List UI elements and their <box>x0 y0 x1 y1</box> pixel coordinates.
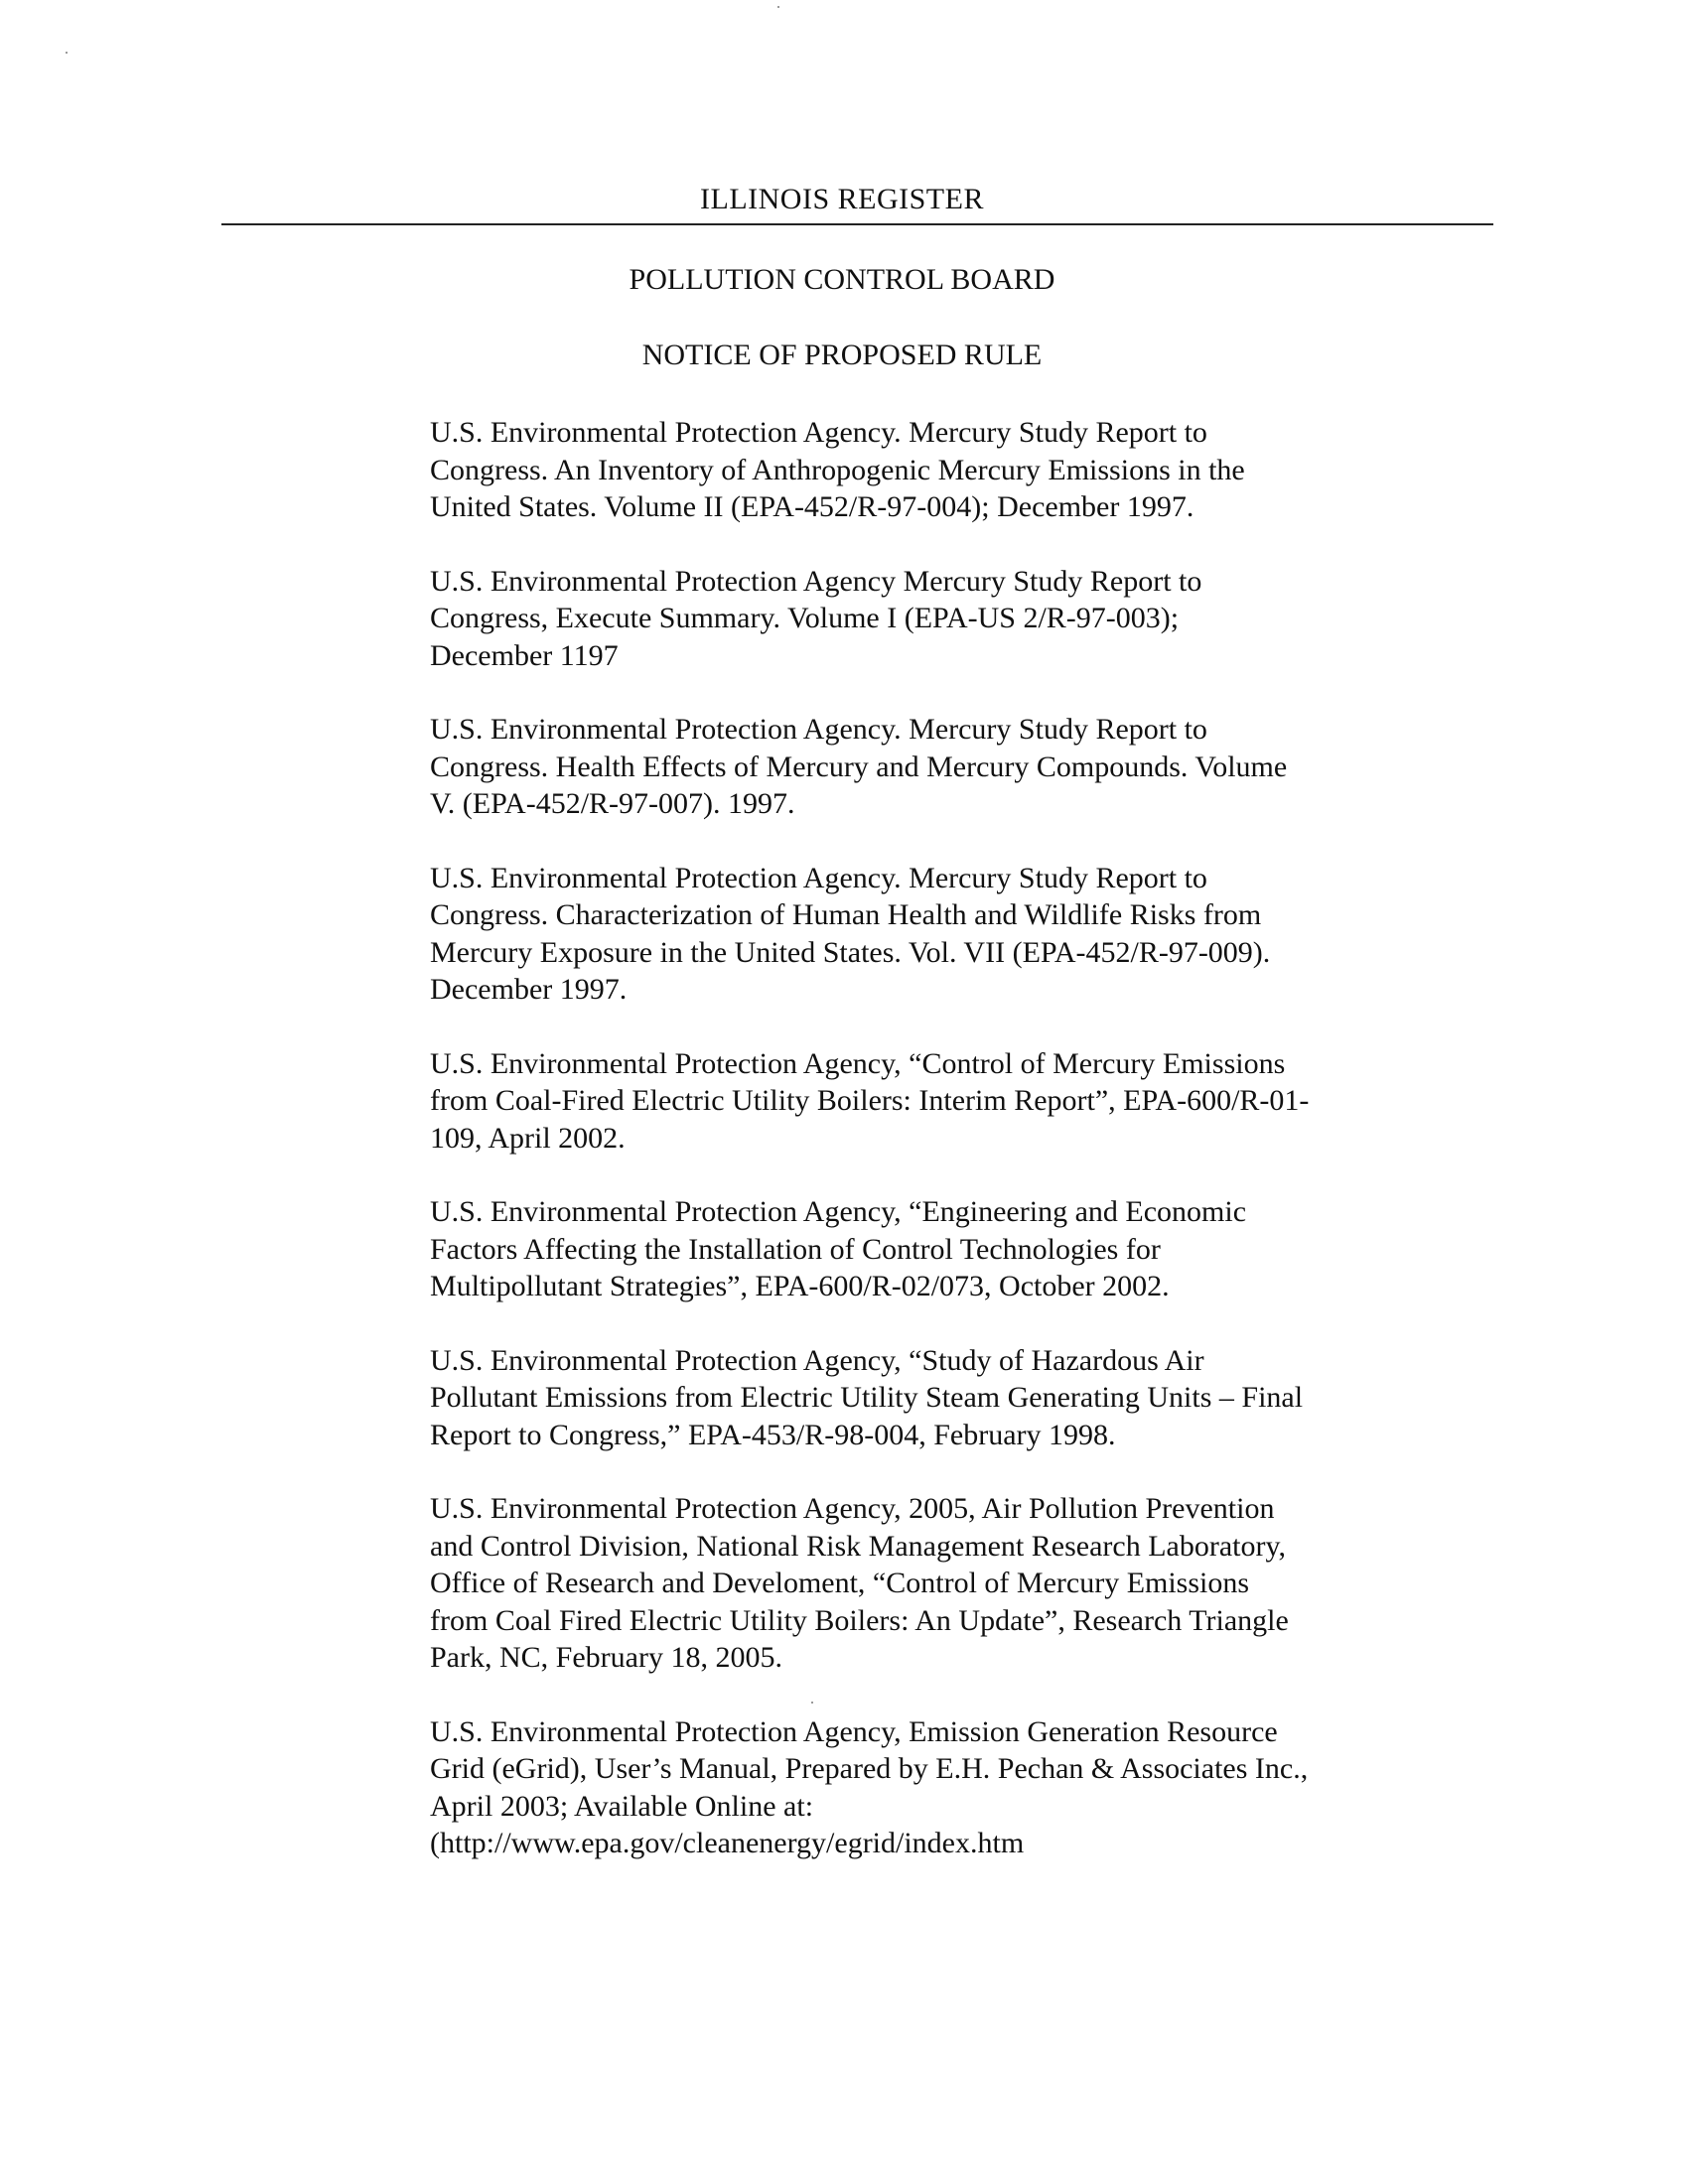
reference-line: Office of Research and Develoment, “Control of Mercury Emissions <box>430 1567 1250 1599</box>
reference-line: U.S. Environmental Protection Agency. Mercury Study Report to <box>430 861 1207 894</box>
agency-heading: POLLUTION CONTROL BOARD <box>629 263 1055 296</box>
reference-line: Congress, Execute Summary. Volume I (EPA-US 2/R-97-003); <box>430 602 1180 634</box>
reference-entry <box>430 1045 1423 1158</box>
reference-entry <box>430 1193 1423 1305</box>
reference-line: U.S. Environmental Protection Agency, 2005, Air Pollution Prevention <box>430 1492 1275 1525</box>
reference-line: December 1197 <box>430 638 619 672</box>
reference-line: U.S. Environmental Protection Agency. Mercury Study Report to <box>430 713 1207 746</box>
reference-line: Grid (eGrid), User’s Manual, Prepared by E.H. Pechan & Associates Inc., <box>430 1752 1309 1785</box>
header-rule <box>221 223 1493 225</box>
reference-line: U.S. Environmental Protection Agency Mercury Study Report to <box>430 564 1202 598</box>
reference-line: from Coal-Fired Electric Utility Boilers: Interim Report”, EPA-600/R-01- <box>430 1084 1310 1117</box>
scan-speck <box>66 52 68 54</box>
scan-speck <box>777 6 779 8</box>
reference-line: U.S. Environmental Protection Agency, “Control of Mercury Emissions <box>430 1046 1286 1080</box>
reference-line: Congress. Health Effects of Mercury and Mercury Compounds. Volume <box>430 750 1288 783</box>
reference-entry <box>430 1713 1423 1862</box>
reference-entry <box>430 563 1423 675</box>
reference-line: Park, NC, February 18, 2005. <box>430 1641 782 1674</box>
register-header-title: ILLINOIS REGISTER <box>700 183 984 215</box>
reference-line: V. (EPA-452/R-97-007). 1997. <box>430 787 795 820</box>
reference-entry <box>430 711 1423 823</box>
reference-line: Congress. An Inventory of Anthropogenic Mercury Emissions in the <box>430 453 1245 486</box>
reference-line: Mercury Exposure in the United States. Vol. VII (EPA-452/R-97-009). <box>430 935 1271 969</box>
reference-line: U.S. Environmental Protection Agency. Mercury Study Report to <box>430 416 1207 449</box>
reference-line: Congress. Characterization of Human Health and Wildlife Risks from <box>430 898 1262 931</box>
reference-line: U.S. Environmental Protection Agency, Emission Generation Resource <box>430 1714 1278 1748</box>
reference-line: Factors Affecting the Installation of Control Technologies for <box>430 1232 1161 1266</box>
reference-line: December 1997. <box>430 973 628 1006</box>
reference-line: from Coal Fired Electric Utility Boilers: An Update”, Research Triangle <box>430 1603 1289 1637</box>
reference-line: April 2003; Available Online at: <box>430 1789 814 1823</box>
notice-heading: NOTICE OF PROPOSED RULE <box>641 339 1043 371</box>
reference-line: U.S. Environmental Protection Agency, “Study of Hazardous Air <box>430 1343 1204 1377</box>
reference-line: Multipollutant Strategies”, EPA-600/R-02/073, October 2002. <box>430 1270 1170 1302</box>
reference-list <box>430 414 1423 1899</box>
reference-line: 109, April 2002. <box>430 1121 626 1155</box>
reference-line: Pollutant Emissions from Electric Utility Steam Generating Units – Final <box>430 1381 1304 1414</box>
reference-line: United States. Volume II (EPA-452/R-97-004); December 1997. <box>430 490 1194 523</box>
reference-entry <box>430 860 1423 1009</box>
reference-line: U.S. Environmental Protection Agency, “Engineering and Economic <box>430 1195 1247 1228</box>
reference-entry <box>430 1342 1423 1454</box>
reference-line: (http://www.epa.gov/cleanenergy/egrid/index.htm <box>430 1827 1025 1859</box>
reference-line: Report to Congress,” EPA-453/R-98-004, February 1998. <box>430 1418 1116 1451</box>
reference-entry <box>430 414 1423 526</box>
reference-line: and Control Division, National Risk Management Research Laboratory, <box>430 1529 1287 1563</box>
reference-entry <box>430 1490 1423 1677</box>
